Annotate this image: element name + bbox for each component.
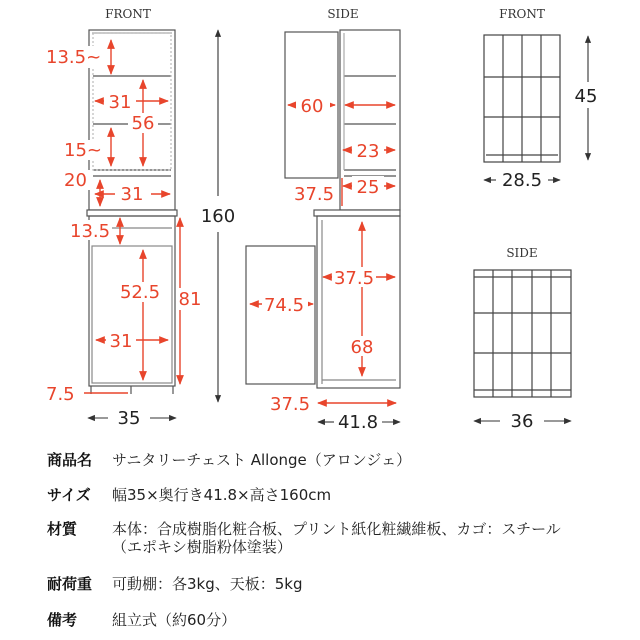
basket-side-frame bbox=[474, 270, 571, 397]
side-lower-body bbox=[317, 216, 400, 388]
front-lower-door bbox=[92, 246, 172, 383]
dim-depth-37-5-top: 37.5 bbox=[294, 184, 335, 205]
side-red-labels bbox=[262, 96, 384, 415]
basket-side-view bbox=[474, 246, 571, 397]
spec-label: 商品名 bbox=[47, 451, 93, 469]
spec-value-cont: （エポキシ樹脂粉体塗装） bbox=[112, 538, 292, 556]
dim-basket-height-45: 45 bbox=[574, 86, 598, 107]
dim-width-35: 35 bbox=[117, 408, 141, 429]
side-view-title: SIDE bbox=[327, 7, 359, 21]
dim-height-160: 160 bbox=[200, 206, 236, 227]
dim-height-52-5: 52.5 bbox=[119, 282, 161, 303]
basket-front-title: FRONT bbox=[499, 7, 545, 21]
spec-value: 組立式（約60分） bbox=[112, 611, 237, 629]
dim-basket-depth-36: 36 bbox=[510, 411, 534, 432]
basket-front-view bbox=[484, 7, 560, 162]
spec-label: サイズ bbox=[47, 486, 91, 504]
dim-height-81: 81 bbox=[178, 289, 202, 310]
dim-shelf-15: 15~ bbox=[64, 140, 102, 161]
dim-shelf-13-5: 13.5~ bbox=[46, 47, 102, 68]
dim-depth-25: 25 bbox=[356, 177, 380, 198]
dim-door-60: 60 bbox=[300, 96, 324, 117]
dim-height-13-5: 13.5 bbox=[70, 221, 111, 242]
spec-label: 耐荷重 bbox=[47, 575, 93, 593]
dim-depth-37-5-mid: 37.5 bbox=[333, 268, 375, 289]
dim-width-31-c: 31 bbox=[109, 331, 133, 352]
dim-width-31-a: 31 bbox=[108, 92, 132, 113]
dim-height-20: 20 bbox=[64, 170, 87, 191]
front-countertop bbox=[87, 210, 177, 216]
spec-value: 本体：合成樹脂化粧合板、プリント紙化粧繊維板、カゴ：スチール bbox=[112, 520, 561, 538]
basket-side-title: SIDE bbox=[506, 246, 538, 260]
dim-width-31-b: 31 bbox=[120, 184, 144, 205]
spec-label: 材質 bbox=[47, 520, 78, 538]
dim-basket-width-28-5: 28.5 bbox=[501, 170, 543, 191]
spec-value: 可動棚：各3kg、天板：5kg bbox=[112, 575, 303, 593]
front-view-title: FRONT bbox=[105, 7, 151, 21]
dim-depth-41-8: 41.8 bbox=[337, 412, 379, 433]
dim-leg-7-5: 7.5 bbox=[46, 384, 75, 405]
dim-height-56: 56 bbox=[131, 113, 155, 134]
dim-height-68: 68 bbox=[350, 337, 374, 358]
spec-label: 備考 bbox=[47, 611, 78, 629]
dim-depth-37-5-bottom: 37.5 bbox=[270, 394, 311, 415]
side-countertop bbox=[314, 210, 400, 216]
spec-value: サニタリーチェスト Allonge（アロンジェ） bbox=[112, 451, 412, 469]
dim-depth-23: 23 bbox=[356, 141, 380, 162]
dim-door-74-5: 74.5 bbox=[263, 295, 305, 316]
spec-value: 幅35×奥行き41.8×高さ160cm bbox=[112, 486, 332, 504]
basket-front-dimensions bbox=[484, 36, 588, 180]
